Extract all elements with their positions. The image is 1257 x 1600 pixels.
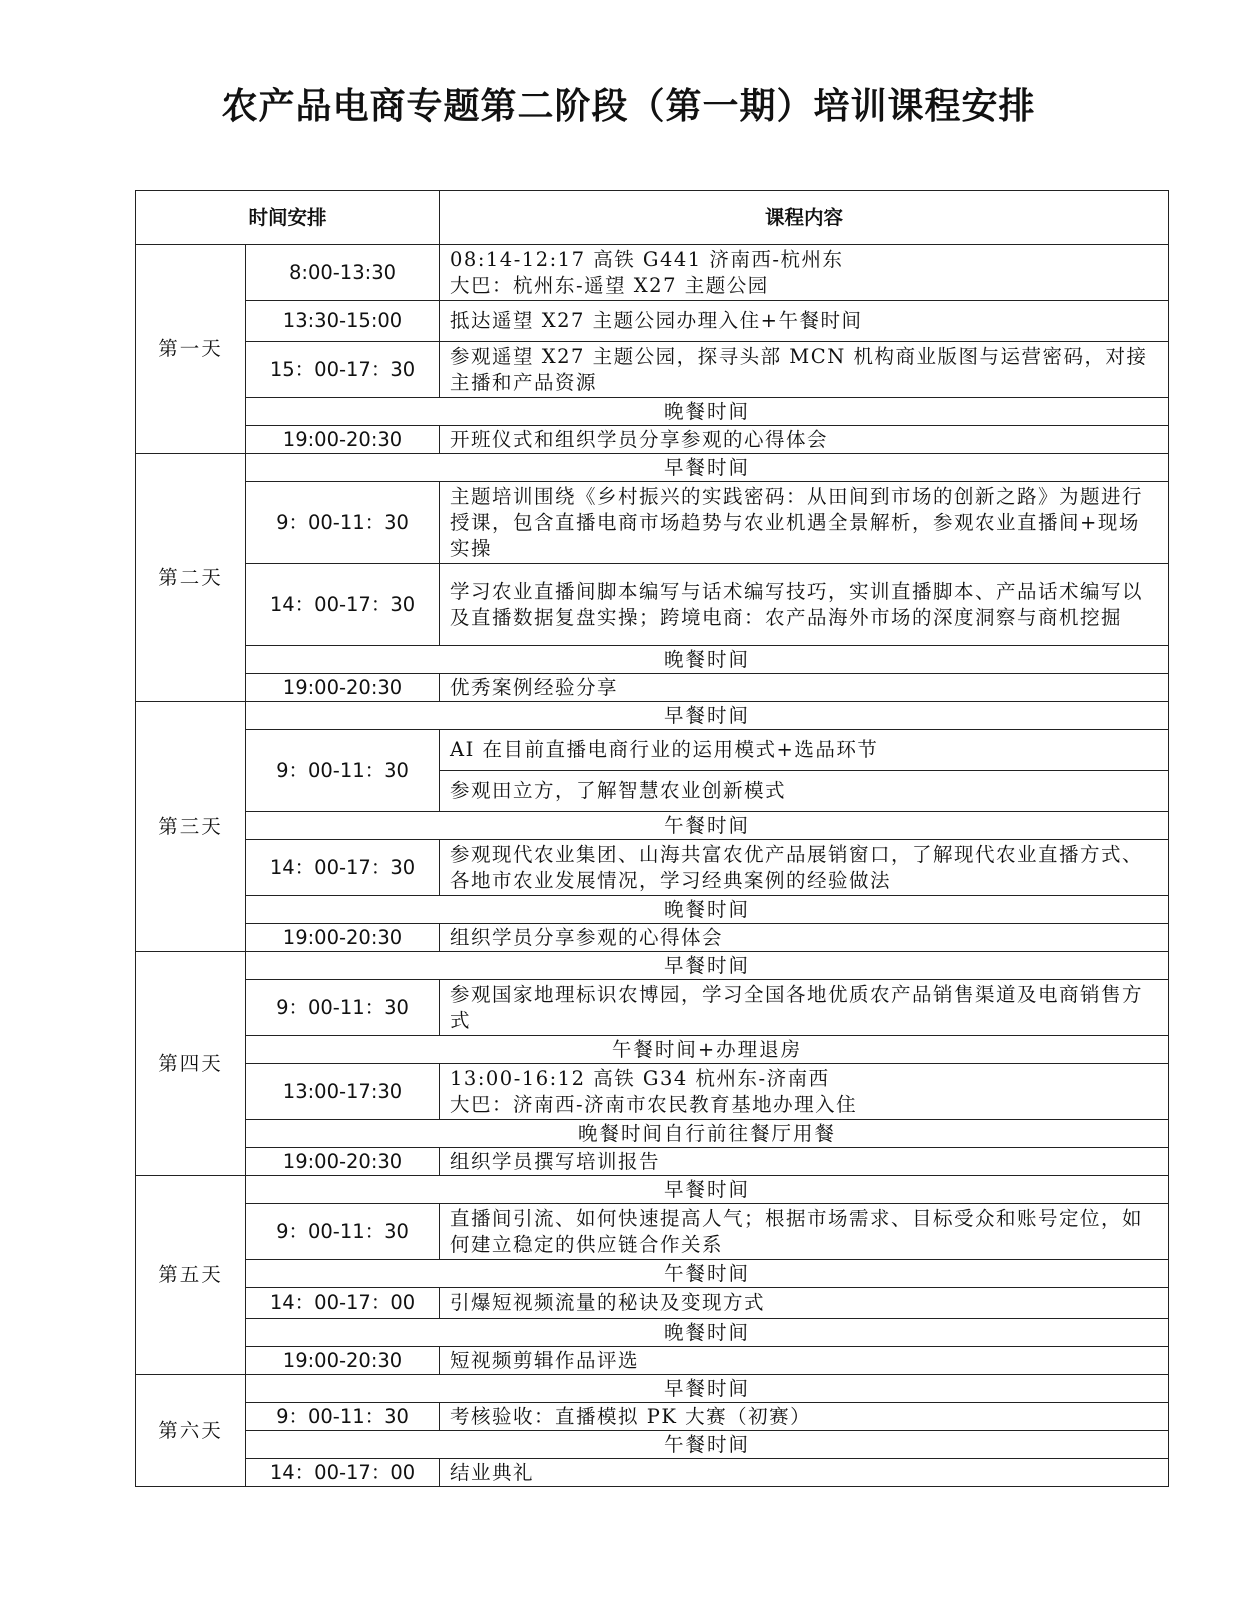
course-content: [440, 426, 1169, 454]
content-line: 13:00-16:12 高铁 G34 杭州东-济南西: [450, 1066, 830, 1090]
course-content: [440, 1148, 1169, 1176]
time-slot: 19:00-20:30: [246, 426, 440, 454]
course-content: [440, 1403, 1169, 1431]
schedule-row: [136, 1204, 1169, 1260]
content-line: 抵达遥望 X27 主题公园办理入住+午餐时间: [450, 309, 863, 332]
meal-time: 晚餐时间: [246, 896, 1169, 924]
meal-time: 晚餐时间: [246, 398, 1169, 426]
content-line: 参观现代农业集团、山海共富农优产品展销窗口，了解现代农业直播方式、各地市农业发展情况，学习经典案例的经验做法: [450, 842, 1144, 892]
page-title: 农产品电商专题第二阶段（第一期）培训课程安排: [221, 85, 1036, 127]
schedule-row: [136, 840, 1169, 896]
day-label: 第一天: [136, 245, 246, 454]
content-line: 08:14-12:17 高铁 G441 济南西-杭州东: [450, 247, 844, 271]
meal-time: 午餐时间: [246, 812, 1169, 840]
day-label: 第二天: [136, 454, 246, 702]
meal-time: 午餐时间: [246, 1431, 1169, 1459]
meal-row: [136, 1036, 1169, 1064]
meal-row: [136, 952, 1169, 980]
course-content: [440, 840, 1169, 896]
meal-row: [136, 454, 1169, 482]
meal-time: 早餐时间: [246, 1375, 1169, 1403]
time-slot: 9：00-11：30: [246, 1204, 440, 1260]
content-line: 开班仪式和组织学员分享参观的心得体会: [450, 427, 829, 451]
meal-row: [136, 1260, 1169, 1288]
schedule-row: [136, 1148, 1169, 1176]
meal-row: [136, 1375, 1169, 1403]
schedule-row: [136, 301, 1169, 342]
course-content: [440, 301, 1169, 342]
header-content: 课程内容: [440, 191, 1169, 245]
content-line: 直播间引流、如何快速提高人气；根据市场需求、目标受众和账号定位，如何建立稳定的供应链合作关系: [450, 1206, 1144, 1256]
content-line: 组织学员分享参观的心得体会: [450, 925, 724, 949]
schedule-row: [136, 730, 1169, 771]
course-content: [440, 674, 1169, 702]
time-slot: 14：00-17：00: [246, 1459, 440, 1487]
course-content: [440, 771, 1169, 812]
time-slot: 8:00-13:30: [246, 245, 440, 301]
content-line: 大巴：济南西-济南市农民教育基地办理入住: [450, 1092, 858, 1116]
course-content: [440, 245, 1169, 301]
meal-row: [136, 1176, 1169, 1204]
schedule-row: [136, 1347, 1169, 1375]
time-slot: 9：00-11：30: [246, 730, 440, 812]
course-content: [440, 342, 1169, 398]
time-slot: 13:30-15:00: [246, 301, 440, 342]
meal-time: 午餐时间+办理退房: [246, 1036, 1169, 1064]
content-line: 优秀案例经验分享: [450, 675, 619, 699]
meal-row: [136, 398, 1169, 426]
meal-time: 早餐时间: [246, 952, 1169, 980]
content-line: 引爆短视频流量的秘诀及变现方式: [450, 1291, 766, 1314]
meal-time: 早餐时间: [246, 1176, 1169, 1204]
meal-row: [136, 1120, 1169, 1148]
content-line: 参观遥望 X27 主题公园，探寻头部 MCN 机构商业版图与运营密码，对接主播和产品资源: [450, 344, 1148, 394]
content-line: 结业典礼: [450, 1460, 535, 1484]
day-label: 第五天: [136, 1176, 246, 1375]
content-line: 大巴：杭州东-遥望 X27 主题公园: [450, 273, 769, 297]
meal-row: [136, 646, 1169, 674]
course-content: [440, 1288, 1169, 1319]
course-content: [440, 980, 1169, 1036]
content-line: 参观田立方，了解智慧农业创新模式: [450, 779, 787, 802]
time-slot: 19:00-20:30: [246, 924, 440, 952]
content-line: 参观国家地理标识农博园，学习全国各地优质农产品销售渠道及电商销售方式: [450, 982, 1144, 1032]
content-line: 考核验收：直播模拟 PK 大赛（初赛）: [450, 1404, 812, 1428]
schedule-row: [136, 674, 1169, 702]
schedule-row: [136, 245, 1169, 301]
meal-row: [136, 896, 1169, 924]
meal-row: [136, 1431, 1169, 1459]
course-content: [440, 564, 1169, 646]
day-label: 第六天: [136, 1375, 246, 1487]
schedule-row: [136, 1064, 1169, 1120]
course-content: [440, 924, 1169, 952]
schedule-row: [136, 1403, 1169, 1431]
time-slot: 19:00-20:30: [246, 674, 440, 702]
meal-row: [136, 812, 1169, 840]
time-slot: 9：00-11：30: [246, 482, 440, 564]
schedule-row: [136, 564, 1169, 646]
time-slot: 14：00-17：30: [246, 840, 440, 896]
header-time: 时间安排: [136, 191, 440, 245]
content-line: 短视频剪辑作品评选: [450, 1348, 640, 1372]
schedule-row: [136, 1288, 1169, 1319]
meal-time: 晚餐时间: [246, 646, 1169, 674]
content-line: 组织学员撰写培训报告: [450, 1149, 661, 1173]
schedule-row: [136, 342, 1169, 398]
course-content: [440, 1204, 1169, 1260]
meal-time: 晚餐时间: [246, 1319, 1169, 1347]
course-content: [440, 482, 1169, 564]
content-line: AI 在目前直播电商行业的运用模式+选品环节: [450, 738, 879, 761]
course-content: [440, 1459, 1169, 1487]
schedule-row: [136, 980, 1169, 1036]
course-content: [440, 1064, 1169, 1120]
time-slot: 13:00-17:30: [246, 1064, 440, 1120]
time-slot: 14：00-17：30: [246, 564, 440, 646]
meal-row: [136, 1319, 1169, 1347]
time-slot: 9：00-11：30: [246, 1403, 440, 1431]
content-line: 学习农业直播间脚本编写与话术编写技巧，实训直播脚本、产品话术编写以及直播数据复盘实操；跨境电商：农产品海外市场的深度洞察与商机挖掘: [450, 579, 1144, 629]
table-header-row: [136, 191, 1169, 245]
meal-time: 晚餐时间自行前往餐厅用餐: [246, 1120, 1169, 1148]
meal-time: 午餐时间: [246, 1260, 1169, 1288]
time-slot: 14：00-17：00: [246, 1288, 440, 1319]
day-label: 第三天: [136, 702, 246, 952]
schedule-row: [136, 1459, 1169, 1487]
course-content: [440, 730, 1169, 771]
time-slot: 9：00-11：30: [246, 980, 440, 1036]
time-slot: 19:00-20:30: [246, 1148, 440, 1176]
time-slot: 15：00-17：30: [246, 342, 440, 398]
course-content: [440, 1347, 1169, 1375]
schedule-row: [136, 482, 1169, 564]
meal-time: 早餐时间: [246, 702, 1169, 730]
schedule-row: [136, 426, 1169, 454]
schedule-table: [135, 190, 1169, 1487]
content-line: 主题培训围绕《乡村振兴的实践密码：从田间到市场的创新之路》为题进行授课，包含直播电商市场趋势与农业机遇全景解析，参观农业直播间+现场实操: [450, 484, 1144, 560]
meal-time: 早餐时间: [246, 454, 1169, 482]
meal-row: [136, 702, 1169, 730]
day-label: 第四天: [136, 952, 246, 1176]
time-slot: 19:00-20:30: [246, 1347, 440, 1375]
schedule-row: [136, 924, 1169, 952]
